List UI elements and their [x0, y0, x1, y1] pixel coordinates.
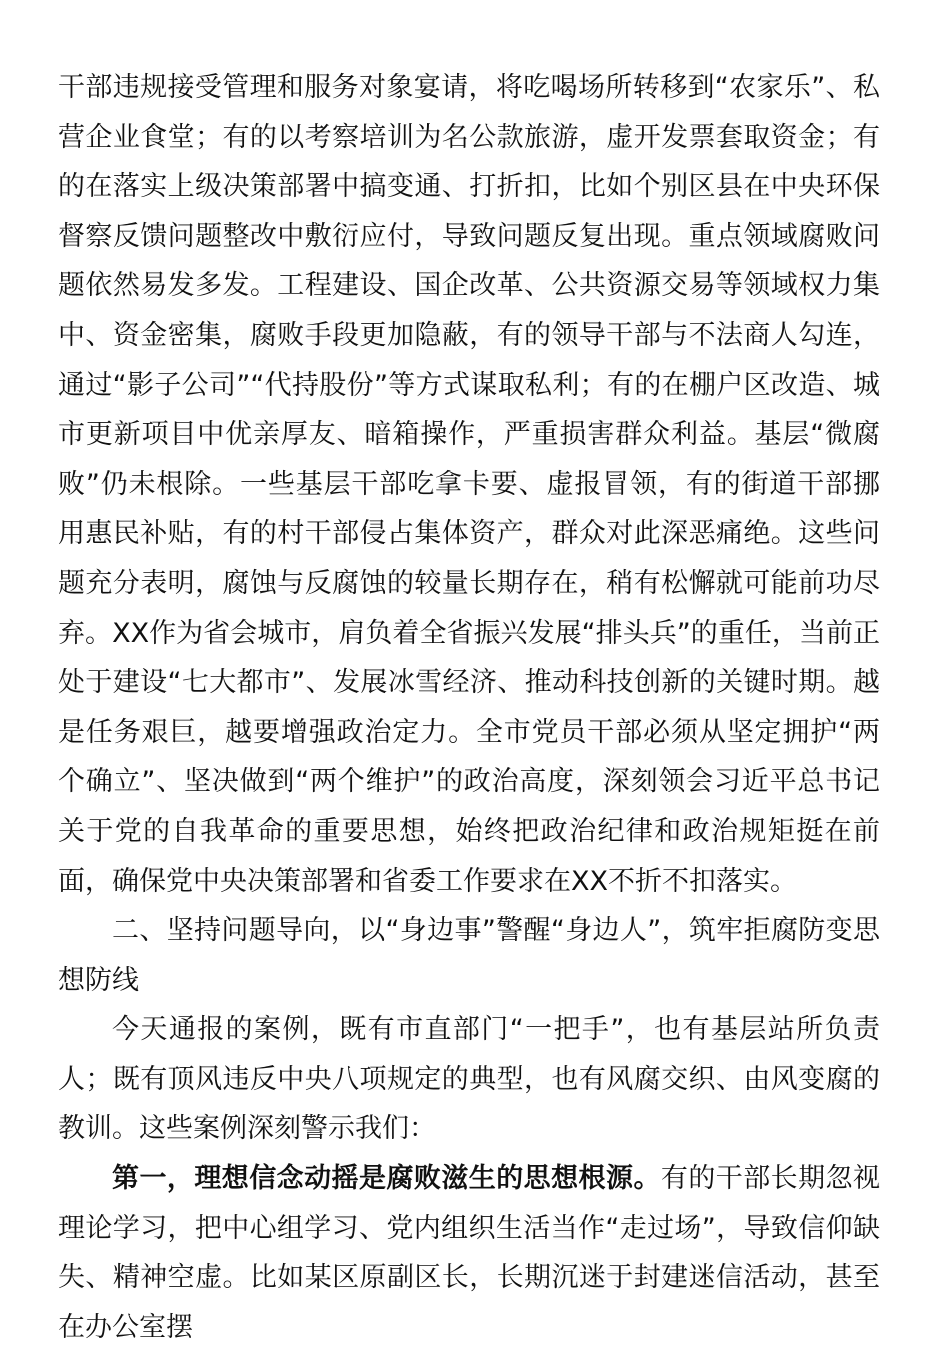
paragraph-case-intro: 今天通报的案例，既有市直部门“一把手”，也有基层站所负责人；既有顶风违反中央八项规定的典型，也有风腐交织、由风变腐的教训。这些案例深刻警示我们：: [58, 1014, 880, 1145]
point-one-title: 第一，理想信念动摇是腐败滋生的思想根源。: [112, 1163, 661, 1195]
paragraph-point-one: [58, 1154, 880, 1352]
document-body: [58, 63, 880, 1352]
point-one-text: 有的干部长期忽视理论学习，把中心组学习、党内组织生活当作“走过场”，导致信仰缺失、精神空虚。比如某区原副区长，长期沉迷于封建迷信活动，甚至在办公室摆: [58, 1163, 881, 1343]
paragraph-continuation: 干部违规接受管理和服务对象宴请，将吃喝场所转移到“农家乐”、私营企业食堂；有的以考察培训为名公款旅游，虚开发票套取资金；有的在落实上级决策部署中搞变通、打折扣，比如个别区县在中央环保督察反馈问题整改中敷衍应付，导致问题反复出现。重点领域腐败问题依然易发多发。工程建设、国企改革、公共资源交易等领域权力集中、资金密集，腐败手段更加隐蔽，有的领导干部与不法商人勾连，通过“影子公司”“代持股份”等方式谋取私利；有的在棚户区改造、城市更新项目中优亲厚友、暗箱操作，严重损害群众利益。基层“微腐败”仍未根除。一些基层干部吃拿卡要、虚报冒领，有的街道干部挪用惠民补贴，有的村干部侵占集体资产，群众对此深恶痛绝。这些问题充分表明，腐蚀与反腐蚀的较量长期存在，稍有松懈就可能前功尽弃。XX作为省会城市，肩负着全省振兴发展“排头兵”的重任，当前正处于建设“七大都市”、发展冰雪经济、推动科技创新的关键时期。越是任务艰巨，越要增强政治定力。全市党员干部必须从坚定拥护“两个确立”、坚决做到“两个维护”的政治高度，深刻领会习近平总书记关于党的自我革命的重要思想，始终把政治纪律和政治规矩挺在前面，确保党中央决策部署和省委工作要求在XX不折不扣落实。: [58, 72, 880, 897]
section-heading-two: 二、坚持问题导向，以“身边事”警醒“身边人”，筑牢拒腐防变思想防线: [58, 915, 880, 996]
